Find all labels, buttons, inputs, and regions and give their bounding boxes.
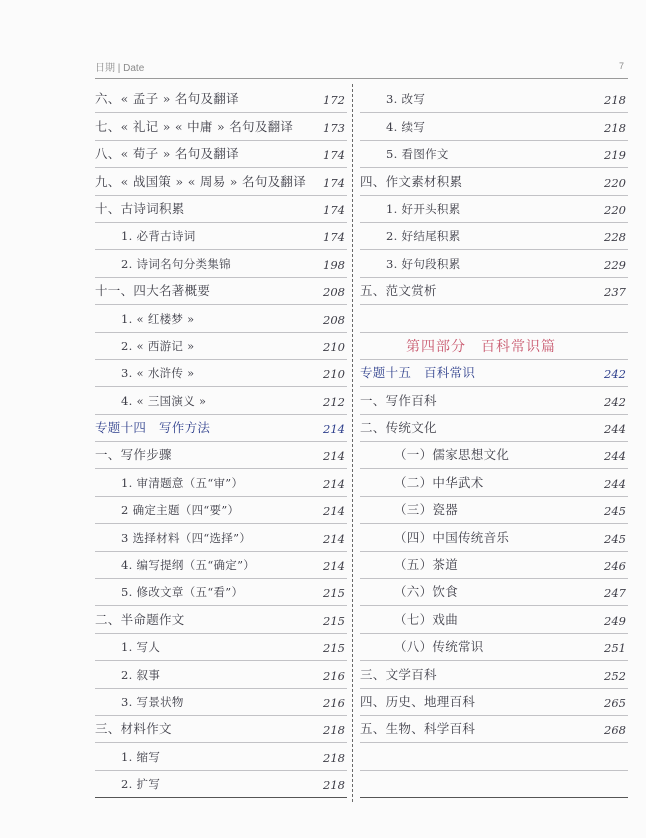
entry-page: 245 bbox=[604, 504, 626, 519]
entry-page: 173 bbox=[323, 120, 345, 135]
topic-heading bbox=[360, 360, 628, 387]
entry-page: 174 bbox=[323, 202, 345, 217]
entry-title: （二）中华武术 bbox=[394, 474, 484, 490]
toc-entry bbox=[95, 113, 347, 140]
toc-entry bbox=[360, 141, 628, 168]
entry-title: 十一、四大名著概要 bbox=[95, 283, 211, 299]
entry-page: 210 bbox=[323, 339, 345, 354]
entry-title: 2. 扩写 bbox=[121, 777, 161, 792]
entry-page: 214 bbox=[323, 531, 345, 546]
entry-title: 专题十五 百科常识 bbox=[360, 365, 476, 381]
entry-title: 2. 好结尾积累 bbox=[386, 229, 461, 244]
toc-entry bbox=[95, 250, 347, 277]
entry-page: 174 bbox=[323, 230, 345, 245]
toc-entry bbox=[360, 250, 628, 277]
entry-title: 5. 修改文章（五“看”） bbox=[121, 585, 244, 600]
entry-page: 214 bbox=[323, 476, 345, 491]
toc-entry bbox=[95, 141, 347, 168]
entry-title: 三、材料作文 bbox=[95, 721, 172, 737]
header-rule bbox=[95, 78, 628, 79]
toc-entry bbox=[360, 442, 628, 469]
toc-entry bbox=[95, 497, 347, 524]
entry-page: 214 bbox=[323, 559, 345, 574]
entry-page: 210 bbox=[323, 367, 345, 382]
entry-page: 220 bbox=[604, 202, 626, 217]
toc-entry bbox=[360, 743, 628, 770]
entry-page: 244 bbox=[604, 449, 626, 464]
column-divider bbox=[352, 84, 353, 802]
entry-title: 五、生物、科学百科 bbox=[360, 721, 476, 737]
entry-title: 四、历史、地理百科 bbox=[360, 693, 476, 709]
entry-title: 一、写作百科 bbox=[360, 392, 437, 408]
date-label: 日期 | Date bbox=[95, 63, 145, 74]
toc-entry bbox=[95, 360, 347, 387]
toc-entry bbox=[360, 415, 628, 442]
entry-title: （五）茶道 bbox=[394, 557, 459, 573]
entry-title: 二、传统文化 bbox=[360, 420, 437, 436]
toc-entry bbox=[360, 771, 628, 798]
toc-entry bbox=[360, 113, 628, 140]
entry-title: 九、« 战国策 » « 周易 » 名句及翻译 bbox=[95, 173, 307, 189]
entry-title: 3. 好句段积累 bbox=[386, 256, 461, 271]
entry-page: 216 bbox=[323, 668, 345, 683]
entry-page: 242 bbox=[604, 367, 626, 382]
entry-title: 1. 审清题意（五“审”） bbox=[121, 475, 244, 490]
entry-page: 214 bbox=[323, 449, 345, 464]
entry-page: 214 bbox=[323, 422, 345, 437]
entry-page: 215 bbox=[323, 586, 345, 601]
entry-title: 3. « 水浒传 » bbox=[121, 366, 195, 381]
entry-page: 252 bbox=[604, 668, 626, 683]
entry-title: 3. 写景状物 bbox=[121, 694, 184, 709]
entry-page: 229 bbox=[604, 257, 626, 272]
entry-page: 245 bbox=[604, 531, 626, 546]
toc-entry bbox=[360, 524, 628, 551]
entry-page: 244 bbox=[604, 422, 626, 437]
entry-page: 249 bbox=[604, 613, 626, 628]
toc-entry bbox=[360, 469, 628, 496]
entry-title: 1. 好开头积累 bbox=[386, 201, 461, 216]
entry-title: 1. 缩写 bbox=[121, 749, 161, 764]
toc-entry bbox=[95, 469, 347, 496]
toc-entry bbox=[95, 661, 347, 688]
entry-title: 2. 诗词名句分类集锦 bbox=[121, 256, 231, 271]
entry-title: （八）传统常识 bbox=[394, 639, 484, 655]
toc-entry bbox=[360, 606, 628, 633]
page-number: 7 bbox=[619, 61, 625, 71]
entry-title: 3. 改写 bbox=[386, 92, 426, 107]
toc-entry bbox=[95, 689, 347, 716]
toc-entry bbox=[360, 168, 628, 195]
toc-entry bbox=[95, 552, 347, 579]
toc-entry bbox=[360, 661, 628, 688]
toc-entry bbox=[95, 606, 347, 633]
entry-title: （七）戏曲 bbox=[394, 611, 459, 627]
entry-title: 六、« 孟子 » 名句及翻译 bbox=[95, 91, 239, 107]
entry-page: 215 bbox=[323, 613, 345, 628]
entry-page: 216 bbox=[323, 695, 345, 710]
entry-page: 218 bbox=[604, 93, 626, 108]
toc-entry bbox=[95, 196, 347, 223]
toc-entry bbox=[95, 168, 347, 195]
entry-page: 174 bbox=[323, 175, 345, 190]
entry-page: 218 bbox=[323, 723, 345, 738]
entry-page: 220 bbox=[604, 175, 626, 190]
entry-page: 237 bbox=[604, 285, 626, 300]
entry-title: 2. « 西游记 » bbox=[121, 338, 195, 353]
entry-title: 2. 叙事 bbox=[121, 667, 161, 682]
entry-title: 十、古诗词积累 bbox=[95, 200, 185, 216]
toc-entry bbox=[360, 223, 628, 250]
toc-entry bbox=[360, 278, 628, 305]
toc-entry bbox=[95, 223, 347, 250]
toc-entry bbox=[360, 716, 628, 743]
entry-page: 208 bbox=[323, 285, 345, 300]
entry-title: 3 选择材料（四“选择”） bbox=[121, 530, 252, 545]
entry-page: 219 bbox=[604, 148, 626, 163]
entry-page: 265 bbox=[604, 695, 626, 710]
entry-page: 218 bbox=[604, 120, 626, 135]
entry-title: 4. 编写提纲（五“确定”） bbox=[121, 558, 256, 573]
entry-title: 八、« 荀子 » 名句及翻译 bbox=[95, 146, 239, 162]
toc-entry bbox=[95, 86, 347, 113]
entry-title: 5. 看图作文 bbox=[386, 147, 449, 162]
entry-title: 专题十四 写作方法 bbox=[95, 420, 211, 436]
entry-title: （三）瓷器 bbox=[394, 502, 459, 518]
entry-title: 1. 必背古诗词 bbox=[121, 229, 196, 244]
toc-entry bbox=[95, 442, 347, 469]
entry-title: （四）中国传统音乐 bbox=[394, 529, 510, 545]
toc-entry bbox=[95, 387, 347, 414]
entry-title: 4. « 三国演义 » bbox=[121, 393, 207, 408]
toc-entry bbox=[360, 497, 628, 524]
entry-title: 2 确定主题（四“要”） bbox=[121, 503, 240, 518]
entry-title: 第四部分 百科常识篇 bbox=[406, 338, 556, 355]
toc-entry bbox=[95, 771, 347, 798]
toc-entry bbox=[360, 689, 628, 716]
entry-page: 218 bbox=[323, 750, 345, 765]
part-heading bbox=[360, 333, 628, 360]
entry-title: 七、« 礼记 » « 中庸 » 名句及翻译 bbox=[95, 118, 294, 134]
entry-page: 208 bbox=[323, 312, 345, 327]
entry-page: 242 bbox=[604, 394, 626, 409]
entry-title: 四、作文素材积累 bbox=[360, 173, 463, 189]
entry-title: 二、半命题作文 bbox=[95, 611, 185, 627]
entry-title: 一、写作步骤 bbox=[95, 447, 172, 463]
entry-title: （一）儒家思想文化 bbox=[394, 447, 510, 463]
entry-page: 198 bbox=[323, 257, 345, 272]
toc-entry bbox=[95, 333, 347, 360]
toc-entry bbox=[95, 716, 347, 743]
entry-title: 4. 续写 bbox=[386, 119, 426, 134]
toc-right-column bbox=[360, 86, 628, 798]
entry-page: 218 bbox=[323, 778, 345, 793]
toc-entry bbox=[95, 579, 347, 606]
entry-page: 268 bbox=[604, 723, 626, 738]
toc-entry bbox=[360, 552, 628, 579]
toc-entry bbox=[95, 278, 347, 305]
entry-page: 247 bbox=[604, 586, 626, 601]
entry-page: 251 bbox=[604, 641, 626, 656]
toc-entry bbox=[360, 196, 628, 223]
entry-title: （六）饮食 bbox=[394, 584, 459, 600]
toc-entry bbox=[360, 305, 628, 332]
entry-title: 五、范文赏析 bbox=[360, 283, 437, 299]
topic-heading bbox=[95, 415, 347, 442]
entry-page: 174 bbox=[323, 148, 345, 163]
toc-entry bbox=[95, 524, 347, 551]
toc-entry bbox=[360, 387, 628, 414]
entry-title: 1. 写人 bbox=[121, 640, 161, 655]
entry-page: 172 bbox=[323, 93, 345, 108]
entry-page: 212 bbox=[323, 394, 345, 409]
toc-left-column bbox=[95, 86, 347, 798]
entry-page: 246 bbox=[604, 559, 626, 574]
entry-page: 244 bbox=[604, 476, 626, 491]
toc-entry bbox=[360, 86, 628, 113]
toc-entry bbox=[95, 634, 347, 661]
entry-page: 215 bbox=[323, 641, 345, 656]
toc-entry bbox=[360, 634, 628, 661]
entry-page: 228 bbox=[604, 230, 626, 245]
entry-title: 1. « 红楼梦 » bbox=[121, 311, 195, 326]
toc-entry bbox=[95, 743, 347, 770]
toc-entry bbox=[95, 305, 347, 332]
entry-page: 214 bbox=[323, 504, 345, 519]
toc-entry bbox=[360, 579, 628, 606]
entry-title: 三、文学百科 bbox=[360, 666, 437, 682]
